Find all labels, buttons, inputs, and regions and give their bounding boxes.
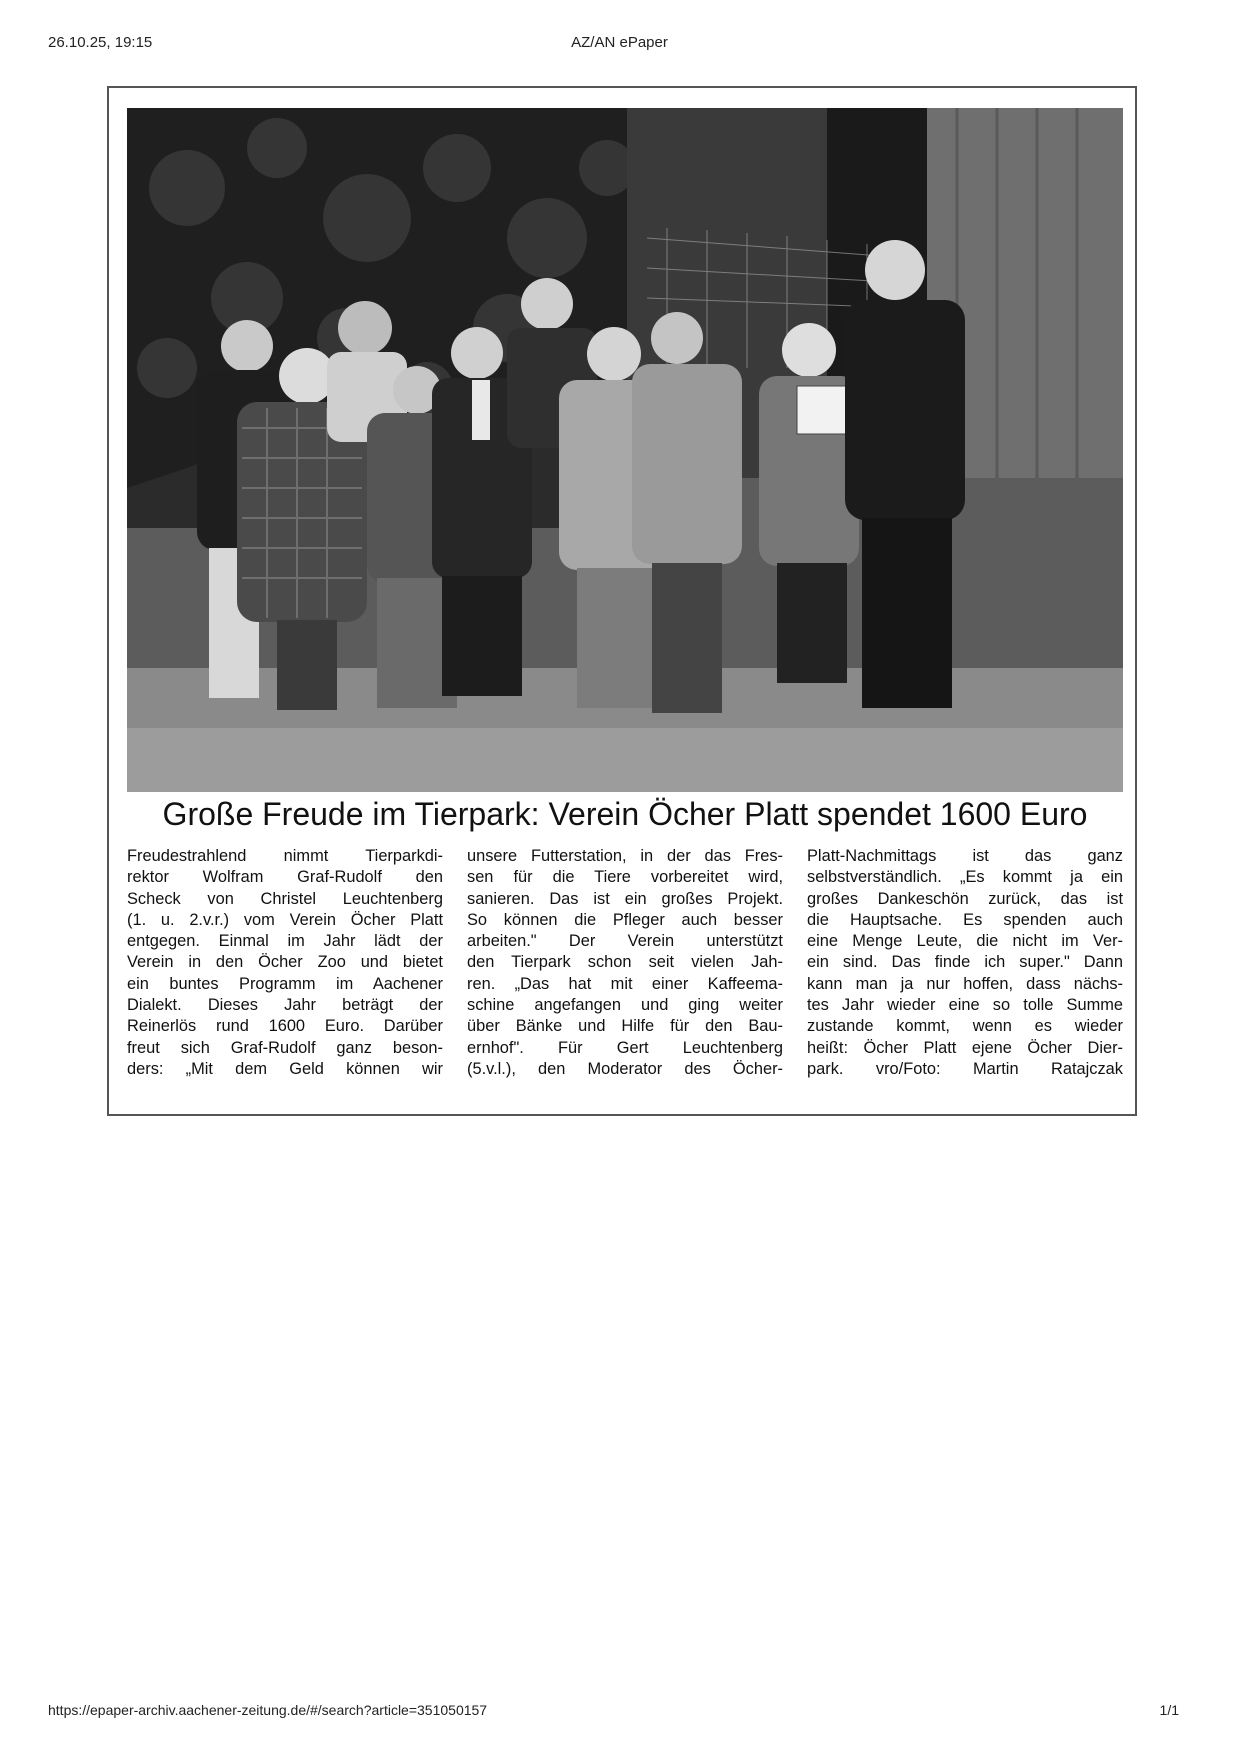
credit-line (807, 1059, 1123, 1080)
newspaper-clipping (107, 86, 1137, 1116)
column-line: kann man ja nur hoffen, dass nächs- (807, 974, 1123, 993)
column-line: Platt-Nachmittags ist das ganz (807, 847, 1123, 865)
print-title: AZ/AN ePaper (571, 34, 668, 51)
column-line: tes Jahr wieder eine so tolle Summe (807, 996, 1123, 1015)
column-line: den Tierpark schon seit vielen Jah- (467, 953, 783, 972)
print-page-number: 1/1 (1159, 1702, 1179, 1718)
article-column-3 (807, 846, 1123, 1080)
column-line: Freudestrahlend nimmt Tierparkdi- (127, 847, 443, 865)
column-line: Verein in den Öcher Zoo und bietet (127, 953, 443, 972)
column-line: über Bänke und Hilfe für den Bau- (467, 1017, 783, 1036)
column-line: (5.v.l.), den Moderator des Öcher- (467, 1059, 783, 1078)
article-column-1 (127, 846, 443, 1080)
column-line: unsere Futterstation, in der das Fres- (467, 847, 783, 865)
column-line: Dialekt. Dieses Jahr beträgt der (127, 996, 443, 1015)
photo-credit: vro/Foto: Martin Ratajczak (875, 1059, 1123, 1078)
column-line: schine angefangen und ging weiter (467, 996, 783, 1015)
column-line: die Hauptsache. Es spenden auch (807, 910, 1123, 929)
column-line: arbeiten." Der Verein unterstützt (467, 932, 783, 951)
column-line: entgegen. Einmal im Jahr lädt der (127, 932, 443, 951)
column-line: ren. „Das hat mit einer Kaffeema- (467, 974, 783, 993)
print-url: https://epaper-archiv.aachener-zeitung.de/#/search?article=351050157 (48, 1702, 488, 1718)
column-line: ernhof". Für Gert Leuchtenberg (467, 1038, 783, 1057)
article-photo (127, 108, 1123, 792)
column-line: So können die Pfleger auch besser (467, 910, 783, 929)
column-line: Reinerlös rund 1600 Euro. Darüber (127, 1017, 443, 1036)
column-line: Scheck von Christel Leuchtenberg (127, 889, 443, 908)
column-line: (1. u. 2.v.r.) vom Verein Öcher Platt (127, 910, 443, 929)
article-column-2 (467, 846, 783, 1080)
column-line: ein sind. Das finde ich super." Dann (807, 953, 1123, 972)
column-line: heißt: Öcher Platt ejene Öcher Dier- (807, 1038, 1123, 1057)
article-headline: Große Freude im Tierpark: Verein Öcher Platt spendet 1600 Euro (162, 796, 1088, 832)
column-line: eine Menge Leute, die nicht im Ver- (807, 932, 1123, 951)
column-line: selbstverständlich. „Es kommt ja ein (807, 868, 1123, 887)
column-line: zustande kommt, wenn es wieder (807, 1017, 1123, 1036)
column-line: sen für die Tiere vorbereitet wird, (467, 868, 783, 887)
column-line: großes Dankeschön zurück, das ist (807, 889, 1123, 908)
column-line: sanieren. Das ist ein großes Projekt. (467, 889, 783, 908)
last-line-text: park. (807, 1059, 844, 1078)
column-line: rektor Wolfram Graf-Rudolf den (127, 868, 443, 887)
column-line: ders: „Mit dem Geld können wir (127, 1059, 443, 1078)
column-line: freut sich Graf-Rudolf ganz beson- (127, 1038, 443, 1057)
column-line: ein buntes Programm im Aachener (127, 974, 443, 993)
print-datetime: 26.10.25, 19:15 (48, 34, 153, 51)
